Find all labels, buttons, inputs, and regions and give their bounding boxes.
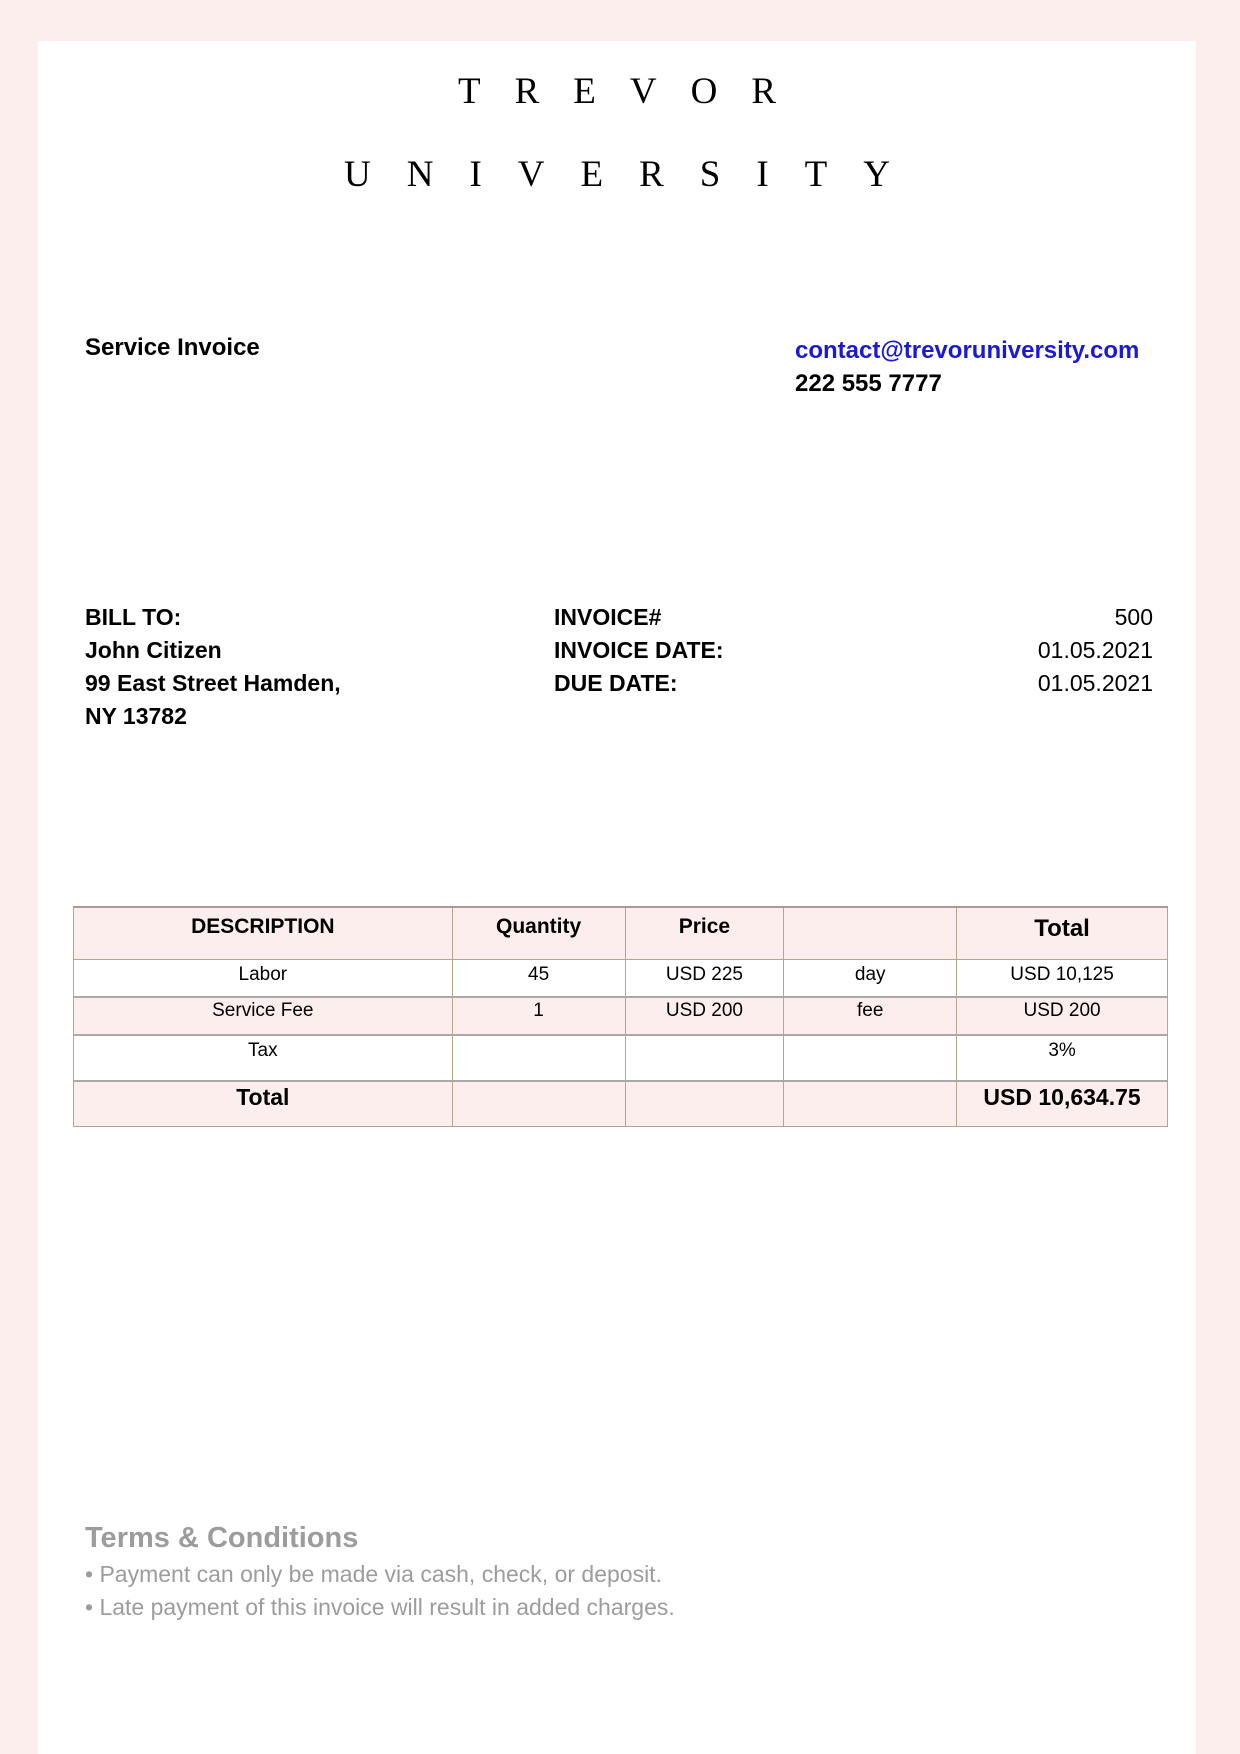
bill-to-name: John Citizen	[85, 637, 222, 663]
logo-line-2: UNIVERSITY	[344, 154, 926, 195]
table-total-row	[74, 1081, 1168, 1126]
bill-to-label: BILL TO:	[85, 604, 182, 630]
total-empty-cell	[452, 1081, 625, 1126]
bill-to-address-line2: NY 13782	[85, 703, 187, 729]
invoice-number: 500	[1114, 604, 1153, 630]
contact-block	[795, 334, 1139, 400]
cell-total: USD 10,125	[957, 959, 1168, 997]
table-header-row	[74, 907, 1168, 959]
column-header-description: DESCRIPTION	[74, 907, 453, 959]
invoice-sheet	[38, 41, 1196, 1754]
cell-unit	[784, 1035, 957, 1081]
cell-unit: fee	[784, 997, 957, 1035]
terms-item: • Late payment of this invoice will result in added charges.	[85, 1594, 675, 1620]
contact-phone: 222 555 7777	[795, 370, 942, 397]
line-items-table	[73, 906, 1168, 1127]
contact-email-link[interactable]: contact@trevoruniversity.com	[795, 337, 1140, 364]
column-header-total: Total	[957, 907, 1168, 959]
cell-price: USD 225	[625, 959, 784, 997]
cell-price	[625, 1035, 784, 1081]
cell-unit: day	[784, 959, 957, 997]
bill-to-block	[85, 601, 341, 733]
invoice-date: 01.05.2021	[1037, 637, 1153, 663]
terms-section	[85, 1518, 675, 1624]
column-header-price: Price	[625, 907, 784, 959]
table-row	[74, 959, 1168, 997]
column-header-unit	[784, 907, 957, 959]
cell-quantity	[452, 1035, 625, 1081]
cell-description: Labor	[74, 959, 453, 997]
total-label: Total	[74, 1081, 453, 1126]
bill-to-address-line1: 99 East Street Hamden,	[85, 670, 341, 696]
cell-total: USD 200	[957, 997, 1168, 1035]
invoice-number-label: INVOICE#	[554, 604, 662, 630]
total-empty-cell	[784, 1081, 957, 1126]
column-header-quantity: Quantity	[452, 907, 625, 959]
cell-total: 3%	[957, 1035, 1168, 1081]
total-value: USD 10,634.75	[957, 1081, 1168, 1126]
due-date: 01.05.2021	[1037, 670, 1153, 696]
document-title: Service Invoice	[85, 334, 260, 361]
invoice-date-label: INVOICE DATE:	[554, 637, 724, 663]
terms-title: Terms & Conditions	[85, 1522, 359, 1554]
total-empty-cell	[625, 1081, 784, 1126]
table-row	[74, 997, 1168, 1035]
table-row	[74, 1035, 1168, 1081]
invoice-values	[1038, 601, 1153, 700]
cell-quantity: 45	[452, 959, 625, 997]
cell-description: Service Fee	[74, 997, 453, 1035]
due-date-label: DUE DATE:	[554, 670, 678, 696]
cell-description: Tax	[74, 1035, 453, 1081]
terms-item: • Payment can only be made via cash, check, or deposit.	[85, 1561, 662, 1587]
cell-price: USD 200	[625, 997, 784, 1035]
cell-quantity: 1	[452, 997, 625, 1035]
logo-line-1: TREVOR	[458, 71, 810, 112]
invoice-labels	[554, 601, 724, 700]
